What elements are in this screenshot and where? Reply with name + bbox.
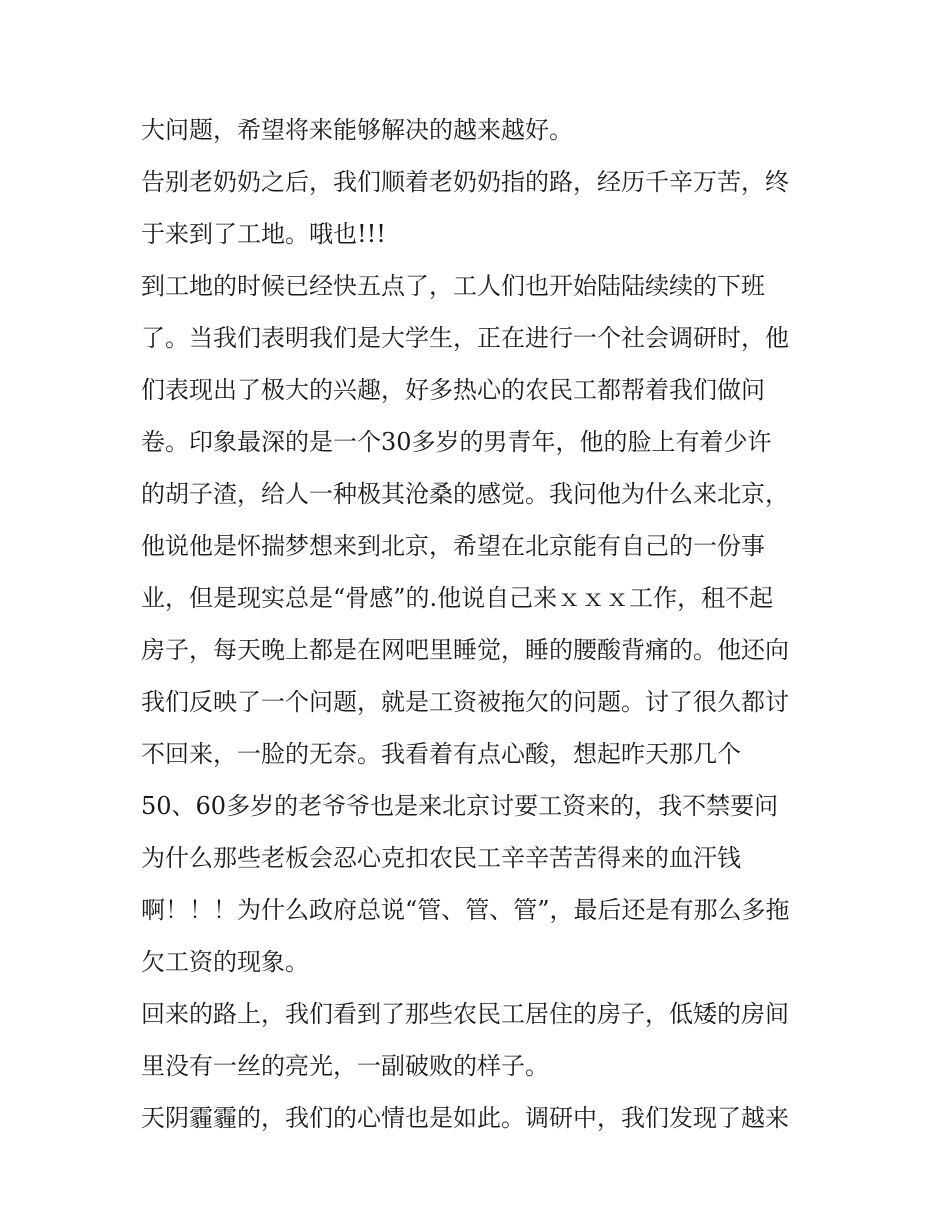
text-line: 大问题，希望将来能够解决的越来越好。 [141, 116, 573, 144]
text-line: 里没有一丝的亮光，一副破败的样子。 [141, 1052, 549, 1080]
text-line: 我们反映了一个问题，就是工资被拖欠的问题。讨了很久都讨 [141, 688, 789, 716]
text-line: 回来的路上，我们看到了那些农民工居住的房子，低矮的房间 [141, 1000, 789, 1028]
text-line: 不回来，一脸的无奈。我看着有点心酸，想起昨天那几个 [141, 740, 741, 768]
text-line: 房子，每天晚上都是在网吧里睡觉，睡的腰酸背痛的。他还向 [141, 636, 789, 664]
text-line: 的胡子渣，给人一种极其沧桑的感觉。我问他为什么来北京， [141, 480, 789, 508]
text-line: 他说他是怀揣梦想来到北京，希望在北京能有自己的一份事 [141, 532, 765, 560]
text-line: 到工地的时候已经快五点了，工人们也开始陆陆续续的下班 [141, 272, 765, 300]
text-line: 告别老奶奶之后，我们顺着老奶奶指的路，经历千辛万苦，终 [141, 168, 789, 196]
text-line: 们表现出了极大的兴趣，好多热心的农民工都帮着我们做问 [141, 376, 765, 404]
text-line: 业，但是现实总是“骨感”的.他说自己来ｘｘｘ工作，租不起 [141, 584, 774, 612]
text-line: 了。当我们表明我们是大学生，正在进行一个社会调研时，他 [141, 324, 789, 352]
text-line: 50、60多岁的老爷爷也是来北京讨要工资来的，我不禁要问 [141, 792, 779, 820]
text-line: 卷。印象最深的是一个30多岁的男青年，他的脸上有着少许 [141, 428, 772, 456]
text-line: 啊！！！为什么政府总说“管、管、管”，最后还是有那么多拖 [141, 896, 790, 924]
text-line: 欠工资的现象。 [141, 948, 309, 976]
text-line: 为什么那些老板会忍心克扣农民工辛辛苦苦得来的血汗钱 [141, 844, 741, 872]
text-line: 于来到了工地。哦也!!! [141, 220, 386, 248]
body-text [141, 108, 821, 1148]
text-line: 天阴霾霾的，我们的心情也是如此。调研中，我们发现了越来 [141, 1104, 789, 1132]
